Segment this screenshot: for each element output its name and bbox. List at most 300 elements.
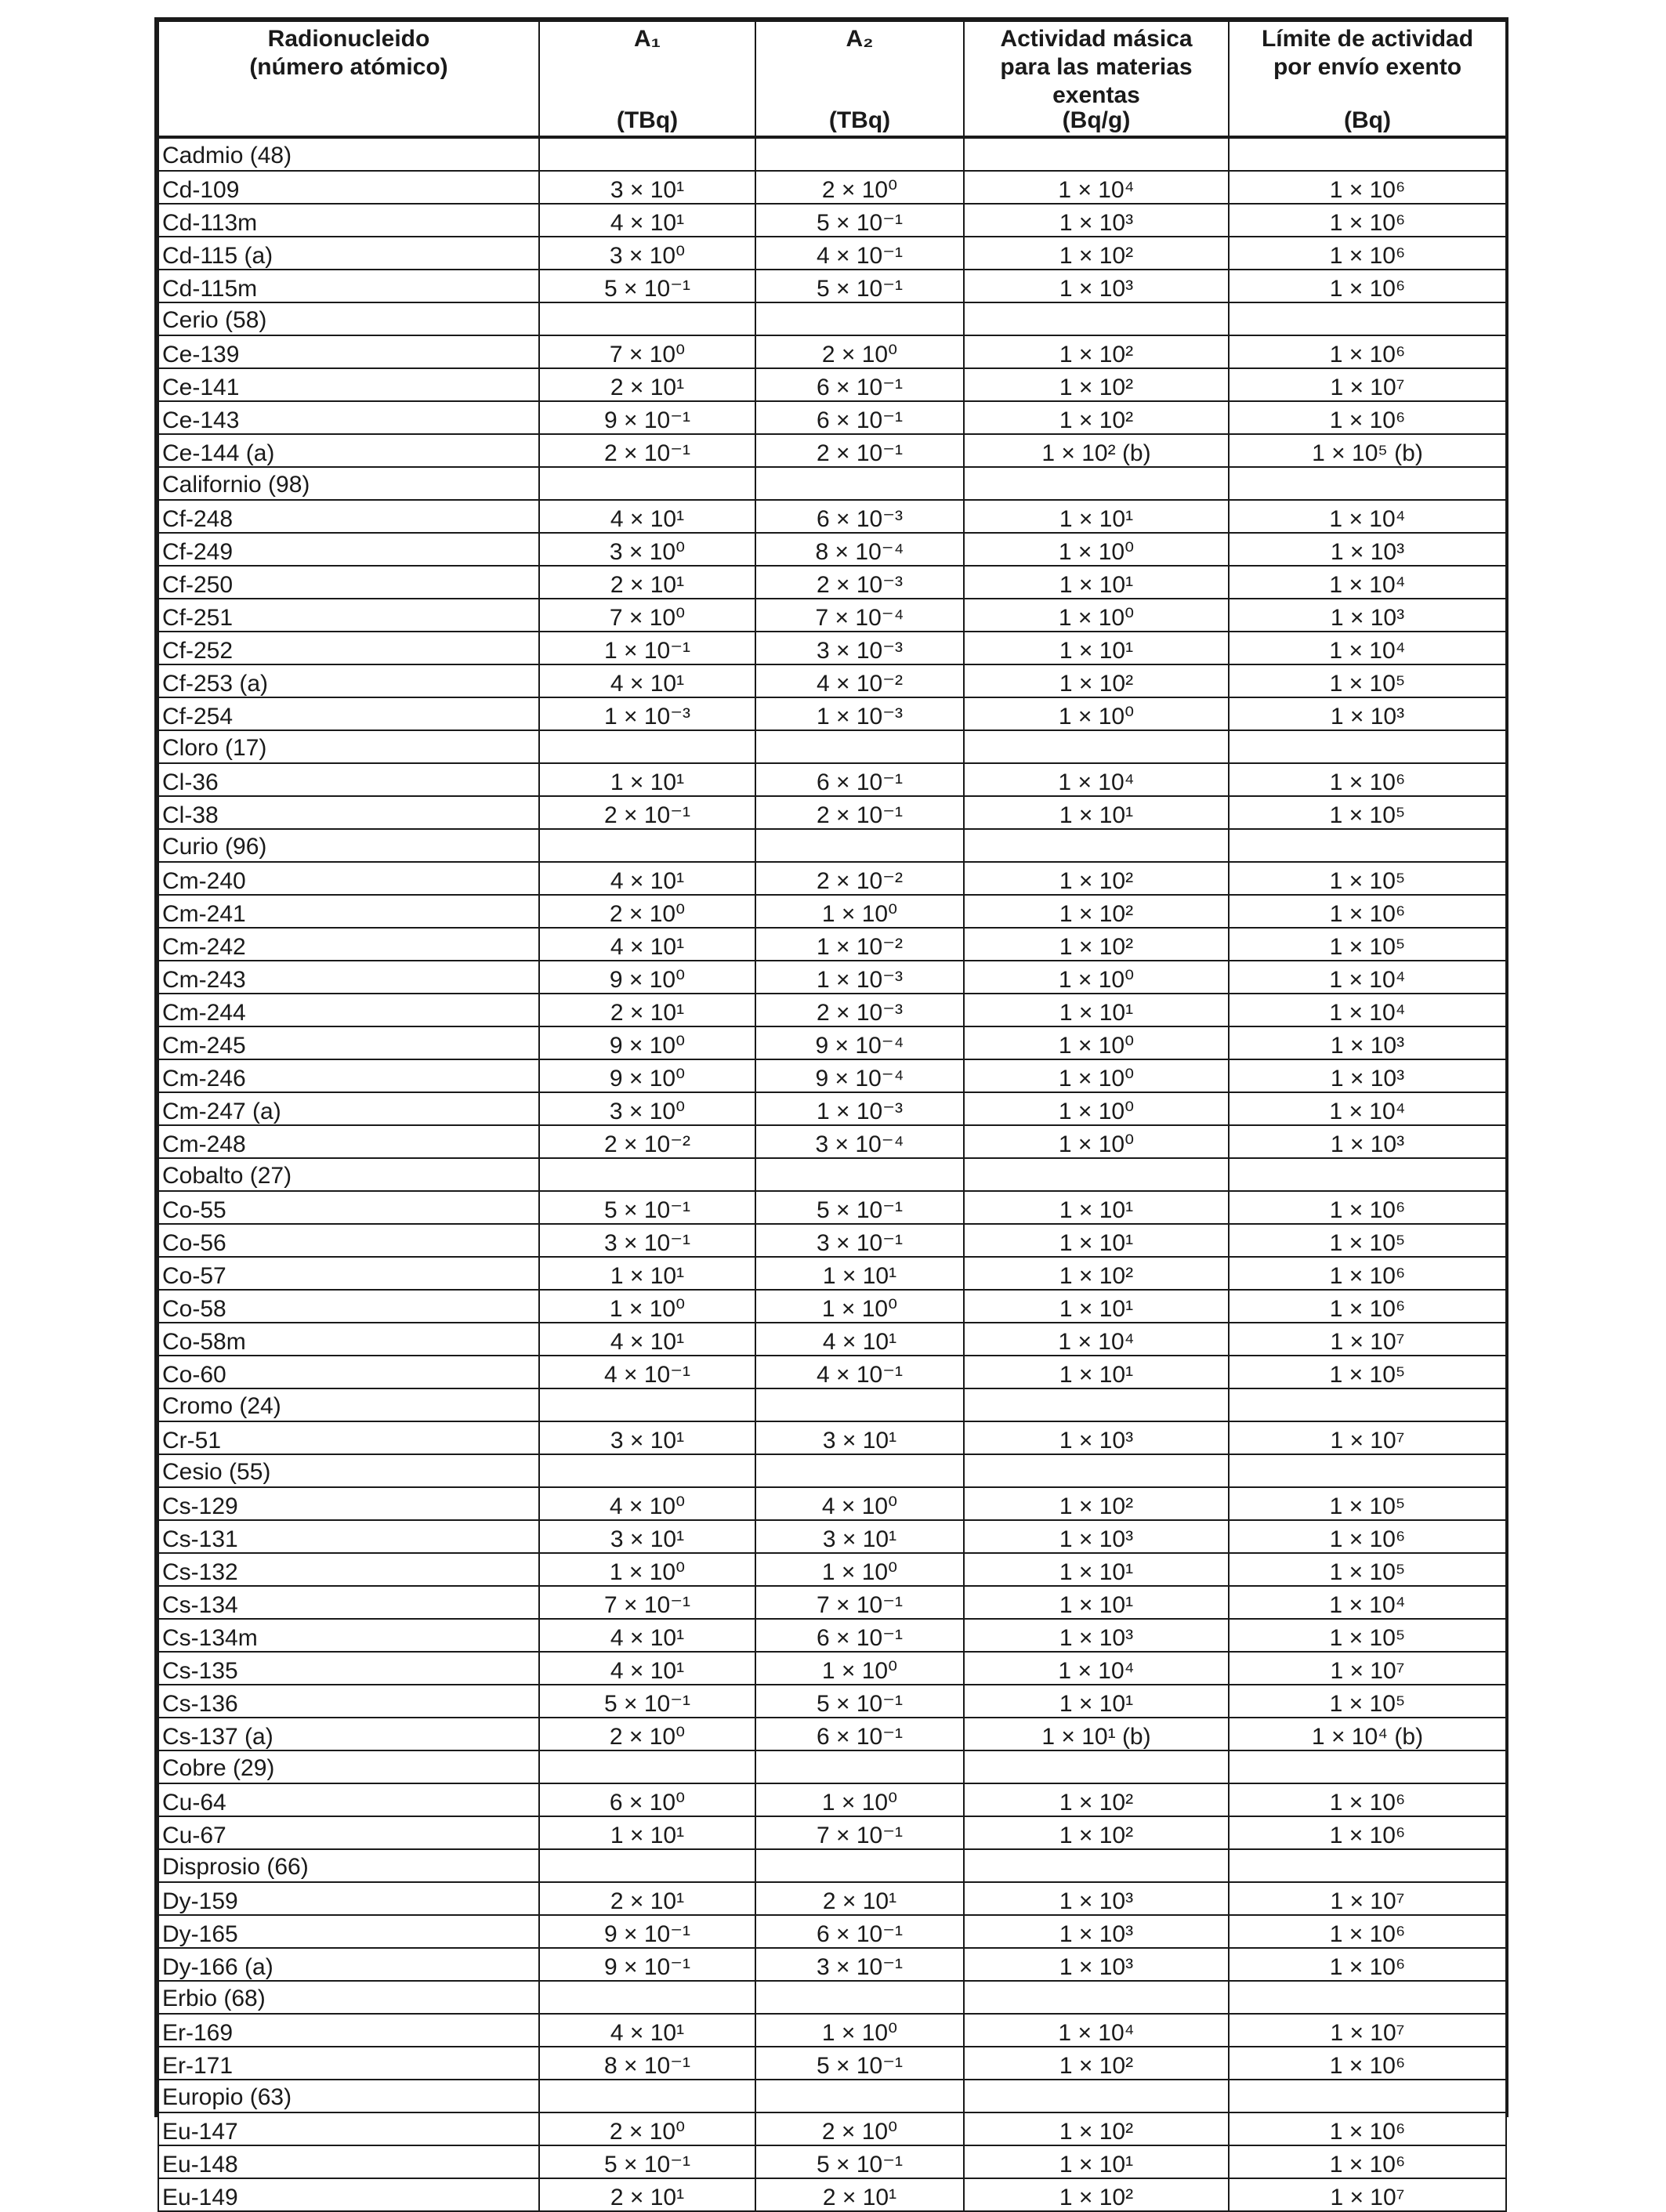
a2-cell bbox=[755, 1059, 964, 1092]
a2-cell-text: 2 × 10⁻¹ bbox=[816, 440, 904, 466]
mass-activity-cell-text: 1 × 10⁴ bbox=[1058, 1329, 1135, 1355]
nuclide-cell-text: Ce-144 (a) bbox=[162, 440, 275, 466]
activity-limit-cell-text: 1 × 10⁴ bbox=[1329, 506, 1406, 532]
nuclide-cell bbox=[158, 1092, 539, 1125]
activity-limit-cell-text: 1 × 10³ bbox=[1330, 1066, 1405, 1092]
mass-activity-cell bbox=[964, 664, 1229, 697]
empty-cell bbox=[539, 829, 755, 862]
activity-limit-cell bbox=[1229, 368, 1506, 401]
header-a1 bbox=[539, 21, 755, 137]
a2-cell bbox=[755, 2014, 964, 2047]
table-row bbox=[158, 928, 1506, 961]
mass-activity-cell bbox=[964, 796, 1229, 829]
table-row bbox=[158, 566, 1506, 599]
a2-cell bbox=[755, 368, 964, 401]
element-group-label: Curio (96) bbox=[158, 829, 539, 862]
a1-cell bbox=[539, 1421, 755, 1454]
nuclide-cell-text: Cu-64 bbox=[162, 1790, 226, 1816]
nuclide-cell bbox=[158, 1257, 539, 1290]
group-row bbox=[158, 2080, 1506, 2112]
a2-cell bbox=[755, 1257, 964, 1290]
nuclide-cell bbox=[158, 664, 539, 697]
activity-limit-cell bbox=[1229, 862, 1506, 895]
a2-cell-text: 4 × 10⁻² bbox=[816, 671, 904, 697]
a1-cell-text: 2 × 10¹ bbox=[610, 2185, 685, 2210]
mass-activity-cell-text: 1 × 10¹ bbox=[1059, 1559, 1134, 1585]
group-row bbox=[158, 1158, 1506, 1191]
nuclide-cell-text: Eu-148 bbox=[162, 2152, 238, 2178]
a2-cell-text: 7 × 10⁻⁴ bbox=[815, 605, 904, 631]
element-group-label: Cobre (29) bbox=[158, 1750, 539, 1783]
mass-activity-cell-text: 1 × 10² (b) bbox=[1041, 440, 1151, 466]
nuclide-cell-text: Cd-115m bbox=[162, 276, 258, 302]
activity-limit-cell-text: 1 × 10⁵ bbox=[1329, 934, 1406, 960]
a1-cell bbox=[539, 632, 755, 664]
a1-cell-text: 7 × 10⁰ bbox=[609, 605, 686, 631]
a2-cell bbox=[755, 1224, 964, 1257]
a1-cell-text: 3 × 10¹ bbox=[610, 177, 685, 203]
nuclide-cell bbox=[158, 2178, 539, 2211]
a2-cell-text: 6 × 10⁻¹ bbox=[816, 1921, 904, 1947]
nuclide-cell-text: Cm-247 (a) bbox=[162, 1099, 281, 1124]
nuclide-cell-text: Cm-244 bbox=[162, 1000, 246, 1026]
a2-cell bbox=[755, 500, 964, 533]
a2-cell bbox=[755, 2047, 964, 2080]
activity-limit-cell bbox=[1229, 763, 1506, 796]
table-row bbox=[158, 368, 1506, 401]
mass-activity-cell bbox=[964, 763, 1229, 796]
mass-activity-cell bbox=[964, 533, 1229, 566]
mass-activity-cell bbox=[964, 2014, 1229, 2047]
mass-activity-cell bbox=[964, 1882, 1229, 1915]
mass-activity-cell-text: 1 × 10⁰ bbox=[1058, 605, 1135, 631]
a1-cell-text: 4 × 10¹ bbox=[610, 1625, 685, 1651]
activity-limit-cell bbox=[1229, 270, 1506, 302]
activity-limit-cell bbox=[1229, 1487, 1506, 1520]
nuclide-cell bbox=[158, 2112, 539, 2145]
a1-cell-text: 5 × 10⁻¹ bbox=[603, 1197, 691, 1223]
empty-cell bbox=[1229, 730, 1506, 763]
activity-limit-cell bbox=[1229, 1356, 1506, 1388]
nuclide-cell bbox=[158, 1059, 539, 1092]
activity-limit-cell-text: 1 × 10⁵ bbox=[1329, 671, 1406, 697]
empty-cell bbox=[539, 1981, 755, 2014]
a1-cell-text: 1 × 10¹ bbox=[610, 1823, 685, 1848]
header-activity-limit bbox=[1229, 21, 1506, 137]
nuclide-cell-text: Cf-253 (a) bbox=[162, 671, 269, 697]
nuclide-cell-text: Co-57 bbox=[162, 1263, 226, 1289]
mass-activity-cell bbox=[964, 204, 1229, 237]
a2-cell-text: 8 × 10⁻⁴ bbox=[815, 539, 904, 565]
a1-cell-text: 1 × 10⁻³ bbox=[603, 704, 691, 729]
mass-activity-cell bbox=[964, 2112, 1229, 2145]
mass-activity-cell-text: 1 × 10³ bbox=[1059, 1921, 1134, 1947]
mass-activity-cell-text: 1 × 10² bbox=[1059, 671, 1134, 697]
a1-cell bbox=[539, 401, 755, 434]
mass-activity-cell bbox=[964, 1553, 1229, 1586]
activity-limit-cell-text: 1 × 10⁶ bbox=[1329, 407, 1406, 433]
nuclide-cell-text: Co-58 bbox=[162, 1296, 226, 1322]
mass-activity-cell bbox=[964, 1520, 1229, 1553]
nuclide-cell bbox=[158, 270, 539, 302]
table-row bbox=[158, 2112, 1506, 2145]
mass-activity-cell bbox=[964, 1685, 1229, 1718]
mass-activity-cell-text: 1 × 10³ bbox=[1059, 1428, 1134, 1454]
mass-activity-cell bbox=[964, 1915, 1229, 1948]
header-radionuclide-line2: (número atómico) bbox=[249, 54, 448, 80]
nuclide-cell bbox=[158, 204, 539, 237]
table-row bbox=[158, 434, 1506, 467]
empty-cell bbox=[964, 467, 1229, 500]
nuclide-cell-text: Cm-246 bbox=[162, 1066, 246, 1092]
a1-cell bbox=[539, 2014, 755, 2047]
a2-cell-text: 1 × 10⁻³ bbox=[816, 967, 904, 993]
table-row bbox=[158, 1619, 1506, 1652]
mass-activity-cell bbox=[964, 1290, 1229, 1323]
activity-limit-cell bbox=[1229, 335, 1506, 368]
activity-limit-cell-text: 1 × 10⁵ bbox=[1329, 1691, 1406, 1717]
nuclide-cell bbox=[158, 2145, 539, 2178]
nuclide-cell-text: Cf-250 bbox=[162, 572, 234, 598]
nuclide-cell-text: Cm-242 bbox=[162, 934, 246, 960]
mass-activity-cell-text: 1 × 10⁰ bbox=[1058, 539, 1135, 565]
mass-activity-cell bbox=[964, 599, 1229, 632]
a2-cell bbox=[755, 1652, 964, 1685]
mass-activity-cell-text: 1 × 10⁰ bbox=[1058, 1131, 1135, 1157]
activity-limit-cell-text: 1 × 10⁶ bbox=[1329, 1921, 1406, 1947]
activity-limit-cell-text: 1 × 10³ bbox=[1330, 1033, 1405, 1059]
a1-cell bbox=[539, 237, 755, 270]
activity-limit-cell bbox=[1229, 1586, 1506, 1619]
a1-cell-text: 3 × 10⁰ bbox=[609, 539, 686, 565]
table-row bbox=[158, 1421, 1506, 1454]
activity-limit-cell bbox=[1229, 2112, 1506, 2145]
nuclide-cell-text: Eu-147 bbox=[162, 2119, 238, 2145]
table-row bbox=[158, 1553, 1506, 1586]
a1-cell-text: 2 × 10¹ bbox=[610, 1888, 685, 1914]
a2-cell-text: 6 × 10⁻¹ bbox=[816, 407, 904, 433]
a2-cell bbox=[755, 204, 964, 237]
activity-limit-cell-text: 1 × 10⁴ bbox=[1329, 1000, 1406, 1026]
a2-cell-text: 3 × 10⁻¹ bbox=[816, 1954, 904, 1980]
a2-cell-text: 5 × 10⁻¹ bbox=[816, 210, 904, 236]
mass-activity-cell bbox=[964, 1652, 1229, 1685]
a1-cell bbox=[539, 1783, 755, 1816]
nuclide-cell bbox=[158, 1652, 539, 1685]
table-row bbox=[158, 895, 1506, 928]
a1-cell-text: 7 × 10⁰ bbox=[609, 342, 686, 367]
empty-cell bbox=[755, 1158, 964, 1191]
empty-cell bbox=[964, 730, 1229, 763]
nuclide-cell-text: Dy-159 bbox=[162, 1888, 238, 1914]
nuclide-cell bbox=[158, 1783, 539, 1816]
a2-cell bbox=[755, 763, 964, 796]
a1-cell-text: 8 × 10⁻¹ bbox=[603, 2053, 691, 2079]
nuclide-cell bbox=[158, 1520, 539, 1553]
activity-limit-cell-text: 1 × 10⁶ bbox=[1329, 901, 1406, 927]
a2-cell-text: 7 × 10⁻¹ bbox=[816, 1823, 904, 1848]
a2-cell bbox=[755, 895, 964, 928]
mass-activity-cell bbox=[964, 1718, 1229, 1750]
mass-activity-cell-text: 1 × 10⁰ bbox=[1058, 704, 1135, 729]
a1-cell bbox=[539, 664, 755, 697]
a1-cell-text: 3 × 10¹ bbox=[610, 1526, 685, 1552]
empty-cell bbox=[755, 730, 964, 763]
a1-cell-text: 4 × 10¹ bbox=[610, 210, 685, 236]
a2-cell-text: 5 × 10⁻¹ bbox=[816, 1197, 904, 1223]
table-body bbox=[158, 137, 1506, 2211]
activity-limit-cell-text: 1 × 10⁶ bbox=[1329, 1954, 1406, 1980]
nuclide-cell bbox=[158, 632, 539, 664]
a1-cell-text: 6 × 10⁰ bbox=[609, 1790, 686, 1816]
mass-activity-cell bbox=[964, 994, 1229, 1026]
nuclide-cell bbox=[158, 1586, 539, 1619]
a2-cell bbox=[755, 1520, 964, 1553]
activity-limit-cell bbox=[1229, 961, 1506, 994]
table-row bbox=[158, 2178, 1506, 2211]
mass-activity-cell bbox=[964, 1356, 1229, 1388]
table-row bbox=[158, 1652, 1506, 1685]
activity-limit-cell-text: 1 × 10⁶ bbox=[1329, 1823, 1406, 1848]
a2-cell bbox=[755, 862, 964, 895]
activity-limit-cell bbox=[1229, 796, 1506, 829]
empty-cell bbox=[539, 1750, 755, 1783]
empty-cell bbox=[755, 1454, 964, 1487]
nuclide-cell bbox=[158, 1685, 539, 1718]
nuclide-cell-text: Cm-248 bbox=[162, 1131, 246, 1157]
mass-activity-cell bbox=[964, 1783, 1229, 1816]
activity-limit-cell-text: 1 × 10⁵ bbox=[1329, 802, 1406, 828]
activity-limit-cell-text: 1 × 10⁶ bbox=[1329, 1263, 1406, 1289]
a2-cell-text: 1 × 10⁰ bbox=[821, 1790, 898, 1816]
header-a1-unit: (TBq) bbox=[616, 107, 679, 133]
a2-cell bbox=[755, 1553, 964, 1586]
a2-cell bbox=[755, 434, 964, 467]
a2-cell-text: 2 × 10¹ bbox=[822, 2185, 897, 2210]
mass-activity-cell bbox=[964, 895, 1229, 928]
a2-cell-text: 2 × 10⁰ bbox=[821, 177, 898, 203]
empty-cell bbox=[1229, 137, 1506, 171]
nuclide-cell bbox=[158, 1224, 539, 1257]
mass-activity-cell bbox=[964, 401, 1229, 434]
mass-activity-cell bbox=[964, 928, 1229, 961]
a1-cell bbox=[539, 1882, 755, 1915]
mass-activity-cell-text: 1 × 10⁴ bbox=[1058, 1658, 1135, 1684]
mass-activity-cell-text: 1 × 10¹ bbox=[1059, 1000, 1134, 1026]
empty-cell bbox=[964, 1454, 1229, 1487]
activity-limit-cell bbox=[1229, 2014, 1506, 2047]
a2-cell bbox=[755, 1619, 964, 1652]
a1-cell-text: 9 × 10⁰ bbox=[609, 1066, 686, 1092]
a2-cell-text: 4 × 10⁰ bbox=[821, 1493, 898, 1519]
nuclide-cell-text: Cs-135 bbox=[162, 1658, 238, 1684]
mass-activity-cell-text: 1 × 10² bbox=[1059, 375, 1134, 400]
header-mass-activity-unit: (Bq/g) bbox=[1062, 107, 1131, 133]
a1-cell-text: 2 × 10⁻² bbox=[603, 1131, 691, 1157]
empty-cell bbox=[1229, 467, 1506, 500]
nuclide-cell bbox=[158, 533, 539, 566]
a2-cell-text: 6 × 10⁻¹ bbox=[816, 769, 904, 795]
a1-cell bbox=[539, 961, 755, 994]
nuclide-cell-text: Cs-136 bbox=[162, 1691, 238, 1717]
activity-limit-cell-text: 1 × 10⁴ bbox=[1329, 967, 1406, 993]
activity-limit-cell-text: 1 × 10⁶ bbox=[1329, 1197, 1406, 1223]
activity-limit-cell bbox=[1229, 1092, 1506, 1125]
activity-limit-cell bbox=[1229, 1948, 1506, 1981]
a1-cell bbox=[539, 434, 755, 467]
a2-cell bbox=[755, 961, 964, 994]
empty-cell bbox=[755, 467, 964, 500]
a2-cell bbox=[755, 1092, 964, 1125]
nuclide-cell bbox=[158, 1026, 539, 1059]
activity-limit-cell-text: 1 × 10⁶ bbox=[1329, 2119, 1406, 2145]
mass-activity-cell-text: 1 × 10³ bbox=[1059, 210, 1134, 236]
table-row bbox=[158, 697, 1506, 730]
table-row bbox=[158, 1092, 1506, 1125]
empty-cell bbox=[964, 829, 1229, 862]
activity-limit-cell-text: 1 × 10⁴ bbox=[1329, 638, 1406, 664]
mass-activity-cell bbox=[964, 1092, 1229, 1125]
activity-limit-cell-text: 1 × 10⁶ bbox=[1329, 243, 1406, 269]
table-row bbox=[158, 1685, 1506, 1718]
table-row bbox=[158, 1718, 1506, 1750]
element-group-label: Cadmio (48) bbox=[158, 137, 539, 171]
activity-limit-cell bbox=[1229, 204, 1506, 237]
empty-cell bbox=[755, 1750, 964, 1783]
table-row bbox=[158, 533, 1506, 566]
activity-limit-cell-text: 1 × 10⁵ bbox=[1329, 868, 1406, 894]
a1-cell bbox=[539, 928, 755, 961]
table-row bbox=[158, 1191, 1506, 1224]
nuclide-cell-text: Cr-51 bbox=[162, 1428, 222, 1454]
activity-limit-cell bbox=[1229, 171, 1506, 204]
table-row bbox=[158, 1059, 1506, 1092]
mass-activity-cell bbox=[964, 961, 1229, 994]
table-row bbox=[158, 1323, 1506, 1356]
activity-limit-cell-text: 1 × 10⁵ bbox=[1329, 1230, 1406, 1256]
table-row bbox=[158, 1257, 1506, 1290]
activity-limit-cell bbox=[1229, 895, 1506, 928]
mass-activity-cell-text: 1 × 10² bbox=[1059, 2053, 1134, 2079]
a2-cell bbox=[755, 664, 964, 697]
mass-activity-cell-text: 1 × 10¹ bbox=[1059, 2152, 1134, 2178]
activity-limit-cell bbox=[1229, 1125, 1506, 1158]
nuclide-cell bbox=[158, 566, 539, 599]
mass-activity-cell bbox=[964, 2145, 1229, 2178]
activity-limit-cell bbox=[1229, 1257, 1506, 1290]
mass-activity-cell-text: 1 × 10² bbox=[1059, 1823, 1134, 1848]
a1-cell-text: 4 × 10¹ bbox=[610, 1329, 685, 1355]
nuclide-cell bbox=[158, 1125, 539, 1158]
header-radionuclide-line1: Radionucleido bbox=[267, 26, 430, 52]
group-row bbox=[158, 1849, 1506, 1882]
mass-activity-cell-text: 1 × 10¹ bbox=[1059, 802, 1134, 828]
activity-limit-cell bbox=[1229, 1191, 1506, 1224]
a1-cell bbox=[539, 566, 755, 599]
nuclide-cell-text: Cs-129 bbox=[162, 1493, 238, 1519]
table-row bbox=[158, 862, 1506, 895]
a2-cell-text: 2 × 10⁰ bbox=[821, 2119, 898, 2145]
a1-cell bbox=[539, 1356, 755, 1388]
nuclide-cell-text: Er-169 bbox=[162, 2020, 234, 2046]
a1-cell bbox=[539, 1816, 755, 1849]
a2-cell bbox=[755, 401, 964, 434]
mass-activity-cell-text: 1 × 10² bbox=[1059, 342, 1134, 367]
nuclide-cell-text: Cs-131 bbox=[162, 1526, 238, 1552]
mass-activity-cell-text: 1 × 10¹ bbox=[1059, 1230, 1134, 1256]
nuclide-cell-text: Cm-245 bbox=[162, 1033, 246, 1059]
mass-activity-cell bbox=[964, 1421, 1229, 1454]
a2-cell-text: 6 × 10⁻³ bbox=[816, 506, 904, 532]
a1-cell-text: 4 × 10¹ bbox=[610, 868, 685, 894]
mass-activity-cell-text: 1 × 10² bbox=[1059, 2185, 1134, 2210]
group-row bbox=[158, 467, 1506, 500]
nuclide-cell bbox=[158, 401, 539, 434]
empty-cell bbox=[539, 730, 755, 763]
empty-cell bbox=[755, 2080, 964, 2112]
a2-cell bbox=[755, 2145, 964, 2178]
a1-cell-text: 2 × 10⁰ bbox=[609, 2119, 686, 2145]
activity-limit-cell-text: 1 × 10⁶ bbox=[1329, 1790, 1406, 1816]
a2-cell-text: 3 × 10⁻⁴ bbox=[815, 1131, 904, 1157]
nuclide-cell-text: Cu-67 bbox=[162, 1823, 226, 1848]
nuclide-cell-text: Cd-109 bbox=[162, 177, 240, 203]
activity-limit-cell bbox=[1229, 1915, 1506, 1948]
a2-cell-text: 1 × 10⁰ bbox=[821, 1559, 898, 1585]
table-row bbox=[158, 632, 1506, 664]
activity-limit-cell bbox=[1229, 928, 1506, 961]
a2-cell bbox=[755, 566, 964, 599]
mass-activity-cell bbox=[964, 1619, 1229, 1652]
activity-limit-cell bbox=[1229, 1059, 1506, 1092]
activity-limit-cell bbox=[1229, 632, 1506, 664]
a2-cell-text: 1 × 10⁻² bbox=[816, 934, 904, 960]
mass-activity-cell-text: 1 × 10¹ bbox=[1059, 1362, 1134, 1388]
nuclide-cell bbox=[158, 928, 539, 961]
mass-activity-cell bbox=[964, 2047, 1229, 2080]
a2-cell bbox=[755, 1487, 964, 1520]
a2-cell-text: 2 × 10⁻³ bbox=[816, 572, 904, 598]
activity-limit-cell bbox=[1229, 401, 1506, 434]
radionuclide-table bbox=[158, 20, 1507, 2212]
element-group-label: Cobalto (27) bbox=[158, 1158, 539, 1191]
a2-cell bbox=[755, 171, 964, 204]
empty-cell bbox=[755, 1849, 964, 1882]
activity-limit-cell bbox=[1229, 697, 1506, 730]
activity-limit-cell bbox=[1229, 1783, 1506, 1816]
nuclide-cell bbox=[158, 500, 539, 533]
mass-activity-cell-text: 1 × 10² bbox=[1059, 243, 1134, 269]
header-mass-activity-line3: exentas bbox=[1052, 82, 1140, 108]
a1-cell bbox=[539, 533, 755, 566]
nuclide-cell bbox=[158, 1487, 539, 1520]
nuclide-cell-text: Cs-132 bbox=[162, 1559, 238, 1585]
group-row bbox=[158, 302, 1506, 335]
nuclide-cell bbox=[158, 434, 539, 467]
a2-cell bbox=[755, 270, 964, 302]
mass-activity-cell-text: 1 × 10³ bbox=[1059, 1526, 1134, 1552]
mass-activity-cell bbox=[964, 1125, 1229, 1158]
activity-limit-cell-text: 1 × 10⁴ bbox=[1329, 572, 1406, 598]
a2-cell bbox=[755, 1816, 964, 1849]
header-mass-activity-line1: Actividad másica bbox=[1000, 26, 1193, 52]
mass-activity-cell bbox=[964, 632, 1229, 664]
table-row bbox=[158, 994, 1506, 1026]
empty-cell bbox=[1229, 1454, 1506, 1487]
nuclide-cell-text: Co-55 bbox=[162, 1197, 226, 1223]
table-row bbox=[158, 796, 1506, 829]
a2-cell-text: 1 × 10¹ bbox=[822, 1263, 897, 1289]
